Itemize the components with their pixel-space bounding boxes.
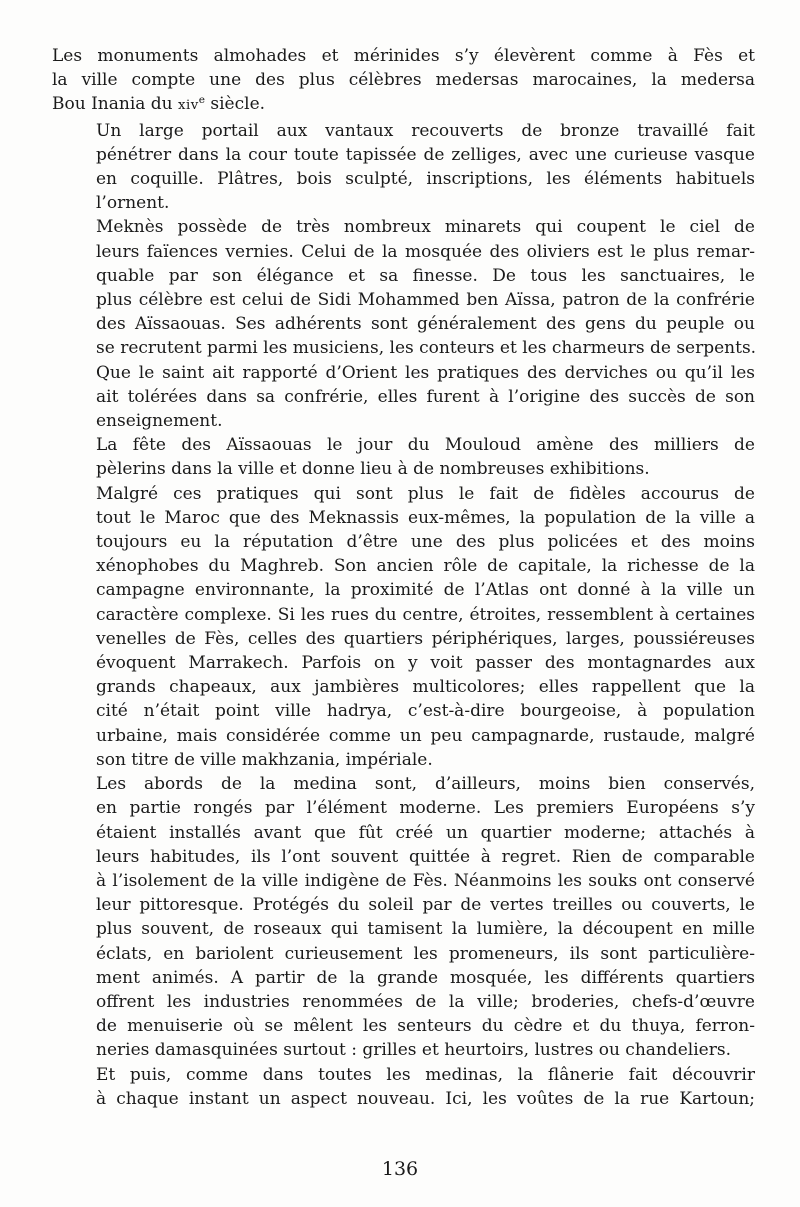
text-line: Meknès possède de très nombreux minarets qui coupent le ciel de <box>96 217 755 238</box>
text-line: venelles de Fès, celles des quartiers périphériques, larges, poussiéreuses <box>96 628 755 649</box>
text-line: ait tolérées dans sa confrérie, elles furent à l’origine des succès de son <box>96 386 755 407</box>
text-line: Les abords de la medina sont, d’ailleurs, moins bien conservés, <box>96 774 755 795</box>
text-line: à l’isolement de la ville indigène de Fès. Néanmoins les souks ont conservé <box>96 870 755 891</box>
text-line: pénétrer dans la cour toute tapissée de zelliges, avec une curieuse vasque <box>96 144 755 165</box>
text-line: leurs habitudes, ils l’ont souvent quittée à regret. Rien de comparable <box>96 846 755 867</box>
text-line: à chaque instant un aspect nouveau. Ici, les voûtes de la rue Kartoun; <box>96 1088 755 1109</box>
text-line: plus célèbre est celui de Sidi Mohammed ben Aïssa, patron de la confrérie <box>96 290 755 311</box>
paragraph <box>52 772 755 1062</box>
superscript: e <box>198 94 205 107</box>
text-line: la ville compte une des plus célèbres medersas marocaines, la medersa <box>52 70 755 91</box>
text-line: des Aïssaouas. Ses adhérents sont généralement des gens du peuple ou <box>96 314 755 335</box>
text-line: Et puis, comme dans toutes les medinas, la flânerie fait découvrir <box>96 1064 755 1085</box>
text-line: Malgré ces pratiques qui sont plus le fait de fidèles accourus de <box>96 483 755 504</box>
text-line: neries damasquinées surtout : grilles et heurtoirs, lustres ou chandeliers. <box>96 1040 731 1061</box>
text-line: l’ornent. <box>96 193 170 214</box>
text-line: en coquille. Plâtres, bois sculpté, inscriptions, les éléments habituels <box>96 169 755 190</box>
text-line: urbaine, mais considérée comme un peu campagnarde, rustaude, malgré <box>96 725 755 746</box>
body-text <box>52 44 755 1111</box>
text-line: toujours eu la réputation d’être une des plus policées et des moins <box>96 532 755 553</box>
text-line: enseignement. <box>96 411 223 432</box>
paragraph <box>52 433 755 481</box>
text-line: La fête des Aïssaouas le jour du Mouloud amène des milliers de <box>96 435 755 456</box>
text-line: en partie rongés par l’élément moderne. Les premiers Européens s’y <box>96 798 755 819</box>
text-line: quable par son élégance et sa finesse. De tous les sanctuaires, le <box>96 265 755 286</box>
text-line: étaient installés avant que fût créé un quartier moderne; attachés à <box>96 822 755 843</box>
text-line: évoquent Marrakech. Parfois on y voit passer des montagnardes aux <box>96 653 755 674</box>
text-segment: siècle. <box>204 94 266 115</box>
text-line: caractère complexe. Si les rues du centre, étroites, ressemblent à certaines <box>96 604 755 625</box>
text-line: pèlerins dans la ville et donne lieu à de nombreuses exhibitions. <box>96 459 650 480</box>
paragraph <box>52 1063 755 1111</box>
text-line: campagne environnante, la proximité de l’Atlas ont donné à la ville un <box>96 580 755 601</box>
text-line: de menuiserie où se mêlent les senteurs du cèdre et du thuya, ferron- <box>96 1016 755 1037</box>
text-line: éclats, en bariolent curieusement les promeneurs, ils sont particulière- <box>96 943 755 964</box>
text-line: Que le saint ait rapporté d’Orient les pratiques des derviches ou qu’il les <box>96 362 755 383</box>
text-line: leur pittoresque. Protégés du soleil par de vertes treilles ou couverts, le <box>96 895 755 916</box>
text-line: offrent les industries renommées de la ville; broderies, chefs-d’œuvre <box>96 991 755 1012</box>
text-line: cité n’était point ville hadrya, c’est-à-dire bourgeoise, à population <box>96 701 755 722</box>
text-line: tout le Maroc que des Meknassis eux-mêmes, la population de la ville a <box>96 507 755 528</box>
text-line: plus souvent, de roseaux qui tamisent la lumière, la découpent en mille <box>96 919 755 940</box>
paragraph <box>52 44 755 119</box>
text-segment: Bou Inania du <box>52 94 179 115</box>
text-line: se recrutent parmi les musiciens, les conteurs et les charmeurs de serpents. <box>96 338 757 359</box>
text-line <box>52 92 755 118</box>
paragraph <box>52 482 755 772</box>
roman-numeral: xiv <box>178 98 199 114</box>
page-number: 136 <box>381 1158 419 1180</box>
paragraph <box>52 215 755 433</box>
paragraph <box>52 119 755 216</box>
text-line: Un large portail aux vantaux recouverts de bronze travaillé fait <box>96 120 755 141</box>
text-line: xénophobes du Maghreb. Son ancien rôle de capitale, la richesse de la <box>96 556 755 577</box>
text-line: leurs faïences vernies. Celui de la mosquée des oliviers est le plus remar- <box>96 241 755 262</box>
text-line: Les monuments almohades et mérinides s’y élevèrent comme à Fès et <box>52 46 755 66</box>
text-line: ment animés. A partir de la grande mosquée, les différents quartiers <box>96 967 755 988</box>
text-line: son titre de ville makhzania, impériale. <box>96 749 433 770</box>
text-line: grands chapeaux, aux jambières multicolores; elles rappellent que la <box>96 677 755 698</box>
